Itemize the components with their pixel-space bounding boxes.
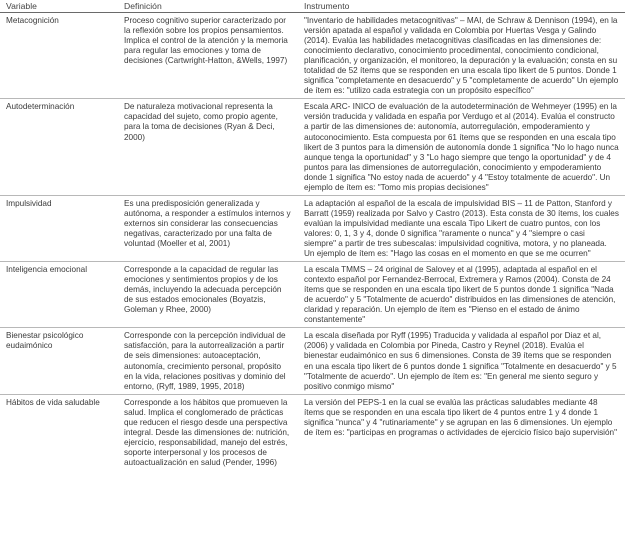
- cell-instrument: La adaptación al español de la escala de impulsividad BIS – 11 de Patton, Stanford y Barratt (1959) realizada por Salvo y Castro (2013). Esta consta de 30 ítems, los cuales evalúan la impulsividad mediante una escala Tipo Likert de cuatro puntos, con los valores: 0, 1, 3 y 4, donde 0 significa "raramente o nunca" y 4 "siempre o casi siempre" a partir de tres subescalas: impulsividad cognitiva, motora, y no planeada. Un ejemplo de ítem es: "Hago las cosas en el momento en que se me ocurren": [298, 195, 625, 261]
- cell-definition: Corresponde con la percepción individual de satisfacción, para la autorrealización a partir de seis dimensiones: autoaceptación, autonomía, crecimiento personal, propósito en la vida, relaciones positivas y dominio del entorno, (Ryff, 1989, 1995, 2018): [118, 328, 298, 394]
- table-row: [0, 328, 625, 394]
- table-header-row: [0, 0, 625, 13]
- cell-instrument: La escala diseñada por Ryff (1995) Traducida y validada al español por Diaz et al, (2006) y validada en Colombia por Pineda, Castro y Reynel (2018). Evalúa el bienestar eudaimónico en sus 6 dimensiones. Consta de 39 ítems que se responden en una escala tipo likert de 6 puntos donde 1 significa "Totalmente en desacuerdo" y 5 "Totalmente de acuerdo". Un ejemplo de ítem es: "En general me siento seguro y positivo conmigo mismo": [298, 328, 625, 394]
- header-instrument: Instrumento: [298, 0, 625, 13]
- cell-definition: Corresponde a la capacidad de regular las emociones y sentimientos propios y de los demás, incluyendo la adecuada percepción de sus estados emocionales (Boyatzis, Goleman y Rhee, 2000): [118, 262, 298, 328]
- table-row: [0, 262, 625, 328]
- cell-definition: De naturaleza motivacional representa la capacidad del sujeto, como propio agente, para la toma de decisiones (Ryan & Deci, 2000): [118, 99, 298, 195]
- cell-instrument: La versión del PEPS-1 en la cual se evalúa las prácticas saludables mediante 48 ítems que se responden en una escala tipo likert de 4 puntos entre 1 y 4 donde 1 significa "nunca" y 4 "rutinariamente" y se agrupan en las 6 dimensiones. Un ejemplo de ítem es: "participas en programas o actividades de ejercicio físico bajo supervisión": [304, 397, 617, 437]
- cell-definition: Proceso cognitivo superior caracterizado por la reflexión sobre los propios pensamientos. Implica el control de la atención y la memoria para regular las emociones y toma de decisiones (Cartwright-Hatton, &Wells, 1997): [118, 13, 298, 99]
- cell-definition: Es una predisposición generalizada y autónoma, a responder a estímulos internos y externos sin considerar las consecuencias negativas, caracterizado por una falta de voluntad (Moeller et al, 2001): [118, 195, 298, 261]
- table-row: [0, 13, 625, 99]
- header-definition: Definición: [118, 0, 298, 13]
- cell-variable: Inteligencia emocional: [0, 262, 118, 328]
- cell-variable: Bienestar psicológico eudaimónico: [0, 328, 118, 394]
- cell-variable: Autodeterminación: [0, 99, 118, 195]
- header-variable: Variable: [0, 0, 118, 13]
- cell-instrument: La escala TMMS – 24 original de Salovey et al (1995), adaptada al español en el contexto español por Fernandez-Berrocal, Extremera y Ramos (2004). Consta de 24 ítems que se responden en una escala tipo likert de 5 puntos donde 1 significa "Nada de acuerdo" y 5 "Totalmente de acuerdo" distribuidos en las dimensiones de atención, claridad y reparación. Un ejemplo de ítem es "Pienso en el estado de ánimo constantemente": [298, 262, 625, 328]
- cell-variable: Metacognición: [0, 13, 118, 99]
- cell-instrument: Escala ARC- INICO de evaluación de la autodeterminación de Wehmeyer (1995) en la versión traducida y validada en españa por Verdugo et al (2014). Evalúa el constructo a partir de las dimensiones de: autonomía, autorregulación, empoderamiento y autoconocimiento. Esta compuesta por 61 ítems que se responden en una escala tipo likert de 3 puntos para la dimensión de autonomía donde 1 significa "No lo hago nunca aunque tenga la oportunidad" y 3 "Lo hago siempre que tengo la oportunidad" y de 4 puntos para las dimensiones de autorregulación, conocimiento y empoderamiento donde 1 significa "No estoy nada de acuerdo" y 4 "Estoy totalmente de acuerdo". Un ejemplo de ítem es: "Tomo mis propias decisiones": [298, 99, 625, 195]
- cell-definition: Corresponde a los hábitos que promueven la salud. Implica el conglomerado de prácticas que reducen el riesgo desde una perspectiva integral. Desde las dimensiones de: nutrición, ejercicio, responsabilidad, manejo del estrés, soporte interpersonal y los procesos de autoactualización en salud (Pender, 1996): [124, 397, 290, 467]
- cell-variable: Impulsividad: [0, 195, 118, 261]
- cell-instrument: "Inventario de habilidades metacognitivas" – MAI, de Schraw & Dennison (1994), en la versión apatada al español y validada en Colombia por Huertas Vesga y Galindo (2014). Evalúa las habilidades metacognitivas clasificadas en las dimensiones de: conocimiento declarativo, conocimiento procedimental, conocimiento condicional, planificación, y organización, el monitoreo, la depuración y la evaluación; consta en su totalidad de 52 ítems que se responden en una escala tipo likert de 5 puntos. Donde 1 significa "completamente en desacuerdo" y 5 "completamente de acuerdo" Un ejemplo de ítem es: "utilizo cada estrategia con un propósito específico": [298, 13, 625, 99]
- table-row: [0, 394, 625, 470]
- table-row: [0, 99, 625, 195]
- cell-variable: Hábitos de vida saludable: [6, 397, 100, 407]
- table-row: [0, 195, 625, 261]
